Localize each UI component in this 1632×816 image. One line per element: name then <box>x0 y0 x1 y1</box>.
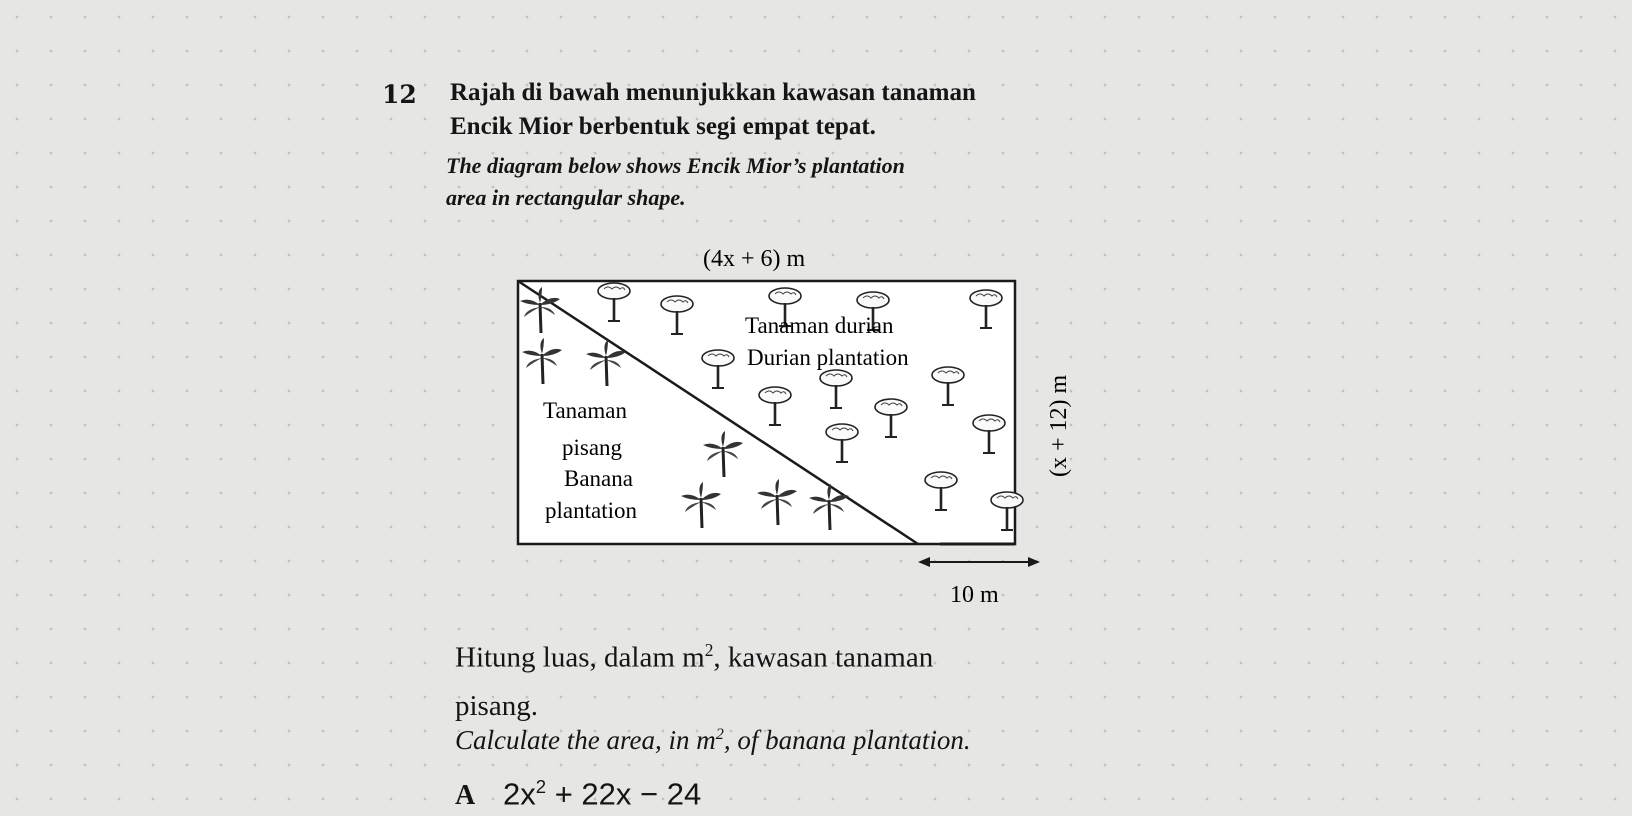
banana-label-malay-2: pisang <box>562 435 623 460</box>
question-text-english-1: The diagram below shows Encik Mior’s plantation <box>446 153 905 178</box>
prompt-malay: Hitung luas, dalam $m^2$, kawasan tanaman <box>455 640 934 674</box>
durian-label-malay: Tanaman durian <box>745 313 894 338</box>
question-number: 12 <box>382 80 417 109</box>
prompt-malay-line2: pisang. <box>455 690 538 722</box>
base-label: 10 m <box>950 582 999 608</box>
width-label: (4x + 6) m <box>703 246 806 272</box>
question-text-malay-1: Rajah di bawah menunjukkan kawasan tanaman <box>450 79 976 106</box>
banana-label-malay-1: Tanaman <box>543 398 627 423</box>
question-text-english-2: area in rectangular shape. <box>446 185 686 210</box>
height-label: (x + 12) m <box>1046 374 1072 477</box>
banana-label-english-1: Banana <box>564 466 633 491</box>
banana-label-english-2: plantation <box>545 498 637 523</box>
prompt-english: Calculate the area, in $m^2$, of banana plantation. <box>455 725 971 755</box>
base-arrow <box>918 557 1040 567</box>
option-a-letter: A <box>455 780 476 811</box>
question-text-malay-2: Encik Mior berbentuk segi empat tepat. <box>450 113 876 140</box>
durian-label-english: Durian plantation <box>747 345 909 370</box>
option-a-expression: $2x^2 + 22x - 24$ <box>503 776 702 812</box>
